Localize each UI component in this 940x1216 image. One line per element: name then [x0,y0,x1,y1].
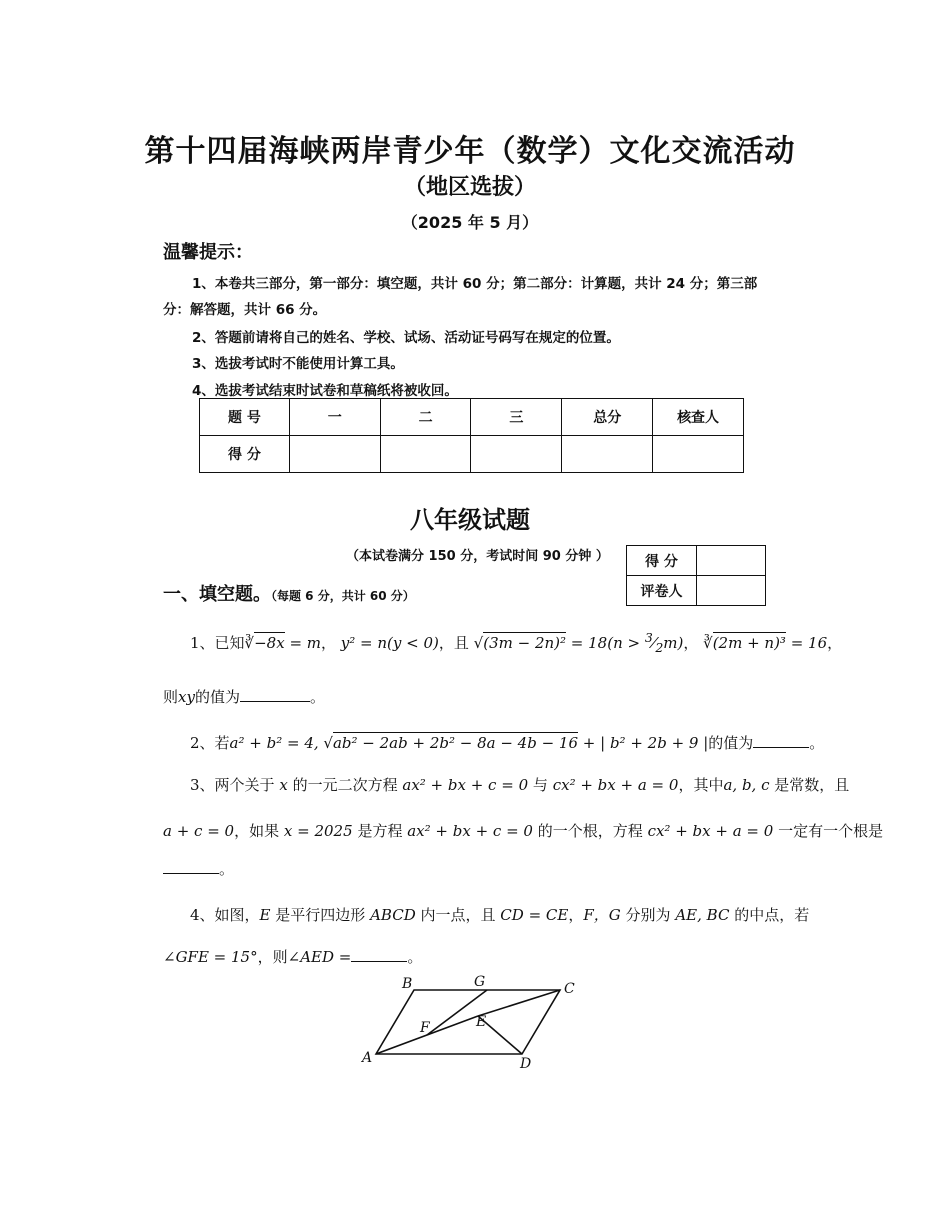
score-table-row [200,436,744,473]
q4-line2a: ，则 [257,948,288,966]
score-header-cell: 一 [289,399,380,436]
q4-line1a: 4、如图， [190,906,260,924]
label-a: A [362,1050,373,1066]
exam-title: 第十四届海峡两岸青少年（数学）文化交流活动 [144,134,796,169]
score-header-cell: 题 号 [200,399,290,436]
q2-end: 。 [809,734,825,752]
exam-date: （2025 年 5 月） [401,213,539,232]
score-table [199,398,744,473]
tip-4: 4、选拔考试结束时试卷和草稿纸将被收回。 [192,383,458,399]
q1-answer-blank[interactable] [240,701,310,702]
label-b: B [402,976,413,992]
label-c: C [564,981,575,997]
q3-end: 。 [219,860,235,878]
q3-answer-blank[interactable] [163,873,219,874]
tip-2: 2、答题前请将自己的姓名、学校、试场、活动证号码写在规定的位置。 [192,330,620,346]
score-header-cell: 二 [380,399,471,436]
score-header-cell: 核查人 [653,399,744,436]
grader-table [626,545,766,606]
label-d: D [520,1056,532,1072]
question-1-tail [163,686,325,707]
question-3: 3、两个关于 x 的一元二次方程 ax² + bx + c = 0 与 cx² + bx + a = 0，其中a, b, c 是常数，且 [190,776,850,794]
label-e: E [476,1014,487,1030]
q3-line1e: 是常数，且 [774,776,850,794]
question-3-line2: a + c = 0，如果 x = 2025 是方程 ax² + bx + c = 0 的一个根，方程 cx² + bx + a = 0 一定有一个根是 [163,822,884,840]
question-1: 1、已知∛−8x = m， y² = n(y < 0)，且 $√(3m - 2n)^2 = 18(n > ^3⁄_2m)$， ∛(2m + n)³ = 16， [190,630,843,655]
q3-line2b: 是方程 [357,822,403,840]
exam-info: （本试卷满分 150 分，考试时间 90 分钟 ） [346,549,609,564]
score-cell[interactable] [289,436,380,473]
score-cell[interactable] [562,436,653,473]
tip-3: 3、选拔考试时不能使用计算工具。 [192,356,404,372]
q3-line1c: 与 [532,776,548,794]
tip-1: 1、本卷共三部分，第一部分：填空题，共计 60 分；第二部分：计算题，共计 24 分；第三部 [192,276,758,292]
grade-title: 八年级试题 [410,506,530,534]
q3-line2c: 的一个根，方程 [537,822,643,840]
grader-score-label: 得 分 [627,546,697,576]
score-cell[interactable] [380,436,471,473]
q2-prefix: 2、若 [190,734,230,752]
grader-score-cell[interactable] [697,546,766,576]
q4-line1e: 分别为 [625,906,671,924]
q3-line1d: ，其中 [678,776,724,794]
label-g: G [474,974,486,990]
q3-line1: 3、两个关于 [190,776,275,794]
score-header-cell: 总分 [562,399,653,436]
question-4-line2: ∠GFE = 15°，则∠AED = 。 [163,948,423,966]
q4-line1c: 内一点，且 [420,906,496,924]
section-1-heading: 一、填空题。 [163,584,271,605]
q4-answer-blank[interactable] [351,961,407,962]
score-table-header-row [200,399,744,436]
q4-end: 。 [407,948,423,966]
section-1-note: （每题 6 分，共计 60 分） [271,589,415,603]
question-3-line3 [163,858,234,879]
q1-tail-text: 则 [163,688,179,706]
q1-var: xy [178,688,195,706]
label-f: F [420,1020,430,1036]
q1-tail-end: 的值为 [194,688,240,706]
q3-line2a: ，如果 [234,822,280,840]
q2-answer-blank[interactable] [753,747,809,748]
q3-line1b: 的一元二次方程 [292,776,398,794]
q4-line1b: 是平行四边形 [275,906,366,924]
section-1-title [163,580,415,606]
question-2: 2、若a² + b² = 4, √ab² − 2ab + 2b² − 8a − 4b − 16 + | b² + 2b + 9 |的值为 。 [190,734,825,752]
grader-name-cell[interactable] [697,576,766,606]
score-cell[interactable] [471,436,562,473]
q1-prefix: 1、已知 [190,634,245,652]
q1-end: 。 [309,688,325,706]
q2-value-text: 的值为 [708,734,754,752]
exam-subtitle: （地区选拔） [403,175,536,200]
q3-line2d: 一定有一个根是 [778,822,884,840]
tip-1-cont: 分：解答题，共计 66 分。 [163,302,327,318]
score-row-label: 得 分 [200,436,290,473]
score-header-cell: 三 [471,399,562,436]
grader-name-label: 评卷人 [627,576,697,606]
tips-title: 温馨提示： [163,242,253,263]
question-4: 4、如图，E 是平行四边形 ABCD 内一点，且 CD = CE，F，G 分别为 AE, BC 的中点，若 [190,906,810,924]
parallelogram-figure [352,972,592,1072]
q4-line1d: ， [568,906,584,924]
q4-line1f: 的中点，若 [734,906,810,924]
score-cell[interactable] [653,436,744,473]
